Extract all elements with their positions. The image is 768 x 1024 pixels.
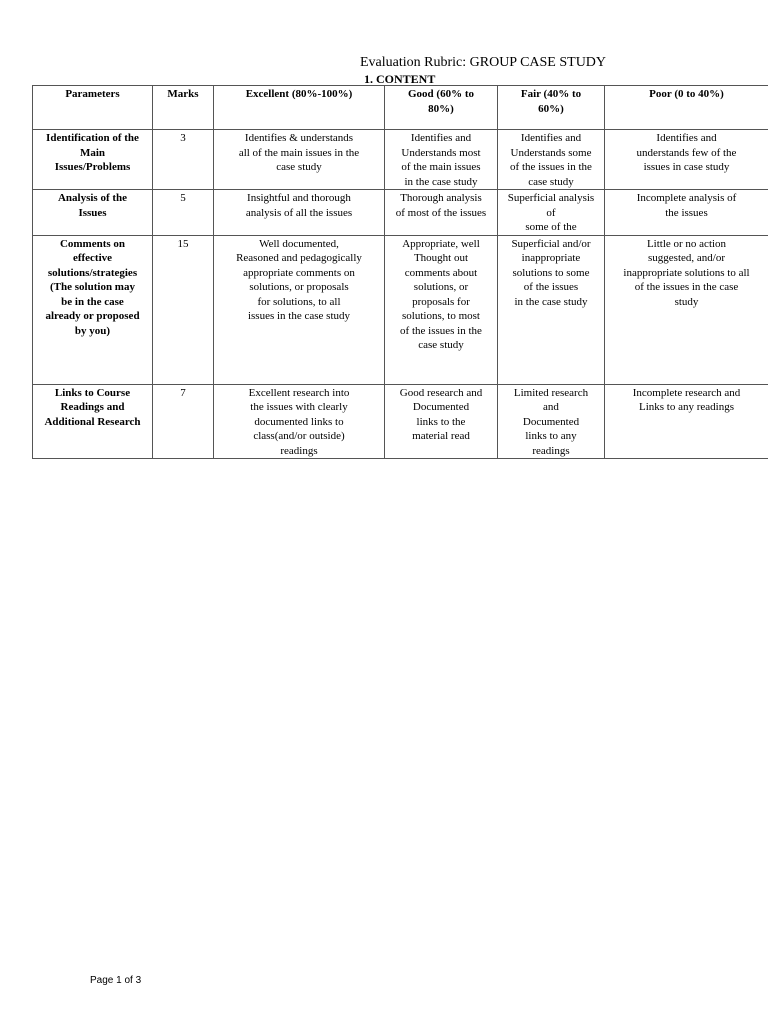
good-cell: Appropriate, well Thought out comments about solutions, or proposals for solutions, to most of the issues in the case study	[385, 235, 498, 384]
poor-cell: Incomplete research and Links to any readings	[605, 384, 768, 459]
table-row	[33, 235, 768, 384]
fair-cell: Limited research and Documented links to any readings	[498, 384, 605, 459]
excellent-cell: Well documented, Reasoned and pedagogically appropriate comments on solutions, or proposals for solutions, to all issues in the case study	[214, 235, 385, 384]
good-cell: Good research and Documented links to the material read	[385, 384, 498, 459]
header-poor: Poor (0 to 40%)	[605, 86, 768, 130]
table-row	[33, 384, 768, 459]
header-marks: Marks	[153, 86, 214, 130]
good-cell: Identifies and Understands most of the main issues in the case study	[385, 130, 498, 190]
fair-cell: Superficial analysis of some of the	[498, 190, 605, 236]
marks-cell: 3	[153, 130, 214, 190]
excellent-cell: Excellent research into the issues with clearly documented links to class(and/or outside) readings	[214, 384, 385, 459]
poor-cell: Incomplete analysis of the issues	[605, 190, 768, 236]
parameter-cell: Identification of the Main Issues/Problems	[33, 130, 153, 190]
parameter-cell: Links to Course Readings and Additional Research	[33, 384, 153, 459]
good-cell: Thorough analysis of most of the issues	[385, 190, 498, 236]
poor-cell: Little or no action suggested, and/or inappropriate solutions to all of the issues in the case study	[605, 235, 768, 384]
marks-cell: 7	[153, 384, 214, 459]
page-number: Page 1 of 3	[90, 975, 142, 986]
marks-cell: 5	[153, 190, 214, 236]
fair-cell: Superficial and/or inappropriate solutions to some of the issues in the case study	[498, 235, 605, 384]
table-row	[33, 190, 768, 236]
header-excellent: Excellent (80%-100%)	[214, 86, 385, 130]
poor-cell: Identifies and understands few of the issues in case study	[605, 130, 768, 190]
excellent-cell: Identifies & understands all of the main issues in the case study	[214, 130, 385, 190]
fair-cell: Identifies and Understands some of the issues in the case study	[498, 130, 605, 190]
table-row	[33, 130, 768, 190]
rubric-table	[32, 85, 768, 459]
table-header-row	[33, 86, 768, 130]
excellent-cell: Insightful and thorough analysis of all the issues	[214, 190, 385, 236]
marks-cell: 15	[153, 235, 214, 384]
parameter-cell: Comments on effective solutions/strategies (The solution may be in the case already or proposed by you)	[33, 235, 153, 384]
header-fair: Fair (40% to 60%)	[498, 86, 605, 130]
header-parameters: Parameters	[33, 86, 153, 130]
parameter-cell: Analysis of the Issues	[33, 190, 153, 236]
header-good: Good (60% to 80%)	[385, 86, 498, 130]
document-title: Evaluation Rubric: GROUP CASE STUDY	[360, 55, 607, 70]
section-heading: 1. CONTENT	[364, 72, 436, 86]
